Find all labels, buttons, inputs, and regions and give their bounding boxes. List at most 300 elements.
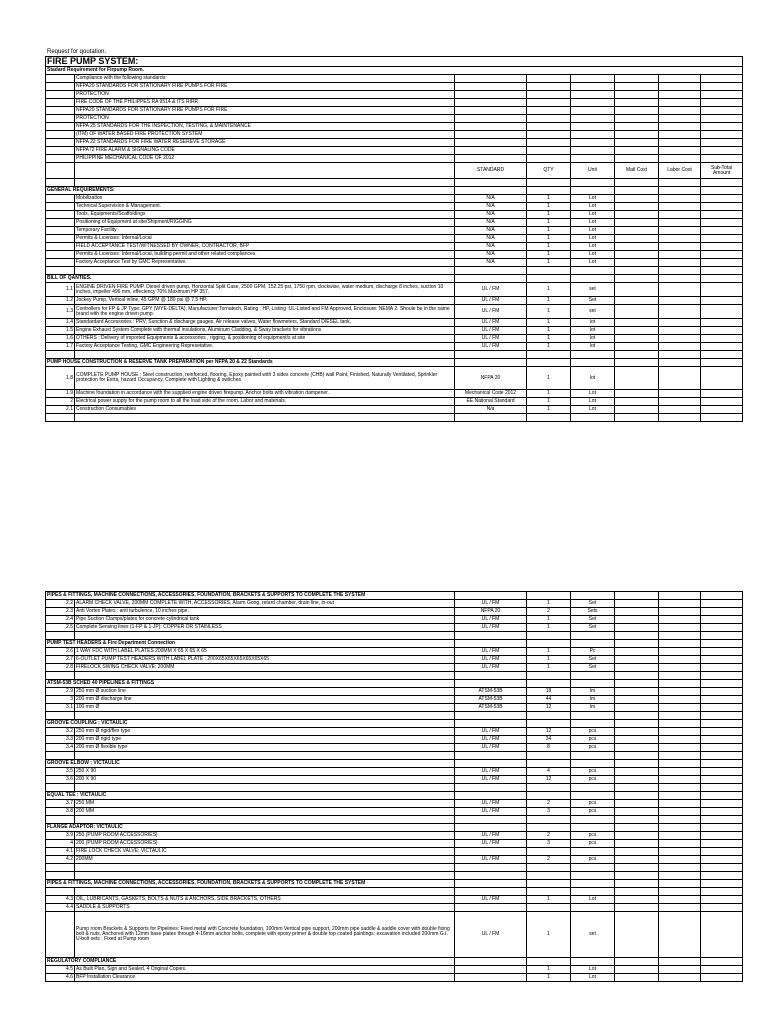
empty-cell xyxy=(615,632,659,640)
item-standard: UL / FM xyxy=(455,832,527,840)
item-qty: 1 xyxy=(527,243,571,251)
item-standard: UL / FM xyxy=(455,283,527,297)
item-unit: pcs xyxy=(571,736,615,744)
matl-cost-cell xyxy=(615,335,659,343)
empty-cell xyxy=(571,880,615,888)
item-standard: N/a xyxy=(455,406,527,414)
empty-cell xyxy=(659,83,701,91)
labor-cost-cell xyxy=(659,808,701,816)
item-description: BFP Installation Clearance xyxy=(75,974,455,982)
item-description: 200 mm Ø flexible type xyxy=(75,744,455,752)
subtotal-cell xyxy=(701,648,743,656)
empty-cell xyxy=(527,712,571,720)
item-unit: set xyxy=(571,912,615,958)
item-qty: 1 xyxy=(527,219,571,227)
labor-cost-cell xyxy=(659,704,701,712)
section-heading-row xyxy=(46,792,743,800)
empty-cell xyxy=(46,864,75,872)
item-number xyxy=(46,912,75,958)
empty-cell xyxy=(615,75,659,83)
matl-cost-cell xyxy=(615,966,659,974)
standard-text: (ITM) OF WATER BASED FIRE PROTECTION SYSTEM xyxy=(75,131,455,139)
line-item-row xyxy=(46,688,743,696)
matl-cost-cell xyxy=(615,211,659,219)
subtotal-cell xyxy=(701,406,743,414)
empty-cell xyxy=(615,155,659,163)
matl-cost-cell xyxy=(615,704,659,712)
item-description: 6-OUTLET PUMP TEST HEADERS WITH LABEL PLATE : 200X65X65X65X65X65X65 xyxy=(75,656,455,664)
item-number xyxy=(46,195,75,203)
line-item-row xyxy=(46,736,743,744)
line-item-row xyxy=(46,319,743,327)
empty-cell xyxy=(46,888,75,896)
empty-cell xyxy=(455,91,527,99)
empty-cell xyxy=(571,752,615,760)
labor-cost-cell xyxy=(659,800,701,808)
empty-cell xyxy=(527,680,571,688)
empty-cell xyxy=(46,163,75,179)
empty-cell xyxy=(701,958,743,966)
item-unit: Lot xyxy=(571,398,615,406)
item-description: 250 mm Ø suction line xyxy=(75,688,455,696)
matl-cost-cell xyxy=(615,696,659,704)
line-item-row xyxy=(46,904,743,912)
empty-cell xyxy=(571,872,615,880)
standard-text: PROTECTION xyxy=(75,115,455,123)
item-description: Electrical power supply for the pump room to all the load side of the room. Labor and materials. xyxy=(75,398,455,406)
empty-cell xyxy=(527,640,571,648)
empty-cell xyxy=(75,632,455,640)
section-heading-row xyxy=(46,720,743,728)
matl-cost-cell xyxy=(615,840,659,848)
item-unit: pcs xyxy=(571,728,615,736)
matl-cost-cell xyxy=(615,227,659,235)
empty-cell xyxy=(701,760,743,768)
item-standard: UL / FM xyxy=(455,736,527,744)
item-qty: 8 xyxy=(527,744,571,752)
matl-cost-cell xyxy=(615,195,659,203)
item-unit xyxy=(571,904,615,912)
item-qty: 1 xyxy=(527,664,571,672)
item-unit: Lot xyxy=(571,227,615,235)
item-standard: UL / FM xyxy=(455,896,527,904)
section-heading-row xyxy=(46,958,743,966)
item-qty: 2 xyxy=(527,856,571,864)
empty-cell xyxy=(615,784,659,792)
subtotal-cell xyxy=(701,367,743,390)
empty-cell xyxy=(75,712,455,720)
item-qty: 3 xyxy=(527,808,571,816)
labor-cost-cell xyxy=(659,648,701,656)
empty-cell xyxy=(527,267,571,275)
sheet-title: FIRE PUMP SYSTEM: xyxy=(46,57,743,67)
line-item-row xyxy=(46,648,743,656)
item-description: 250 (PUMP ROOM ACCESSORIES) xyxy=(75,832,455,840)
labor-cost-cell xyxy=(659,728,701,736)
empty-cell xyxy=(659,179,701,187)
item-standard: UL / FM xyxy=(455,768,527,776)
item-qty: 1 xyxy=(527,656,571,664)
subtotal-cell xyxy=(701,688,743,696)
empty-cell xyxy=(615,131,659,139)
section-heading: GROOVE ELBOW : VICTAULIC xyxy=(46,760,455,768)
item-unit: pcs xyxy=(571,856,615,864)
standard-row xyxy=(46,155,743,163)
item-description: Complete Sensing lines (1-FP & 1-JP): COPPER OR STAINLESS xyxy=(75,624,455,632)
item-unit: Pc xyxy=(571,648,615,656)
item-standard: NFPA 20 xyxy=(455,367,527,390)
item-number: 3 xyxy=(46,696,75,704)
empty-cell xyxy=(455,888,527,896)
line-item-row xyxy=(46,912,743,958)
blank-row xyxy=(46,872,743,880)
empty-cell xyxy=(659,872,701,880)
item-description: ALARM CHECK VALVE, 200MM COMPLETE WITH, ACCESSORIES, Alarm Gong, retard chamber, drain line, in-out xyxy=(75,600,455,608)
item-description: 100 mm Ø xyxy=(75,704,455,712)
matl-cost-cell xyxy=(615,800,659,808)
item-description: Temporary Facility xyxy=(75,227,455,235)
item-unit: Set xyxy=(571,600,615,608)
empty-cell xyxy=(701,816,743,824)
empty-cell xyxy=(659,107,701,115)
empty-cell xyxy=(615,720,659,728)
item-number xyxy=(46,251,75,259)
item-standard: EE National Standard xyxy=(455,398,527,406)
empty-cell xyxy=(455,351,527,359)
empty-cell xyxy=(46,632,75,640)
empty-cell xyxy=(46,139,75,147)
matl-cost-cell xyxy=(615,776,659,784)
item-number: 2.7 xyxy=(46,656,75,664)
item-description: ENGINE DRIVEN FIRE PUMP. Diesel driven pump, Horizontal Split Case, 2500 GPM, 152.25 psi, 1750 rpm, clockwise, water medium, discharge 8 inches, suction 10 inches, impeller 496 mm, effeciency 70% Maximum HP 357. xyxy=(75,283,455,297)
standard-text: NFPA20 STANDARDS FOR STATIONARY FIRE PUMPS FOR FIRE xyxy=(75,83,455,91)
item-unit: pcs xyxy=(571,800,615,808)
empty-cell xyxy=(701,99,743,107)
empty-cell xyxy=(75,864,455,872)
labor-cost-cell xyxy=(659,319,701,327)
empty-cell xyxy=(455,414,527,422)
labor-cost-cell xyxy=(659,211,701,219)
empty-cell xyxy=(615,958,659,966)
item-description: SADDLE & SUPPORTS xyxy=(75,904,455,912)
item-qty: 1 xyxy=(527,974,571,982)
line-item-row xyxy=(46,243,743,251)
subtotal-cell xyxy=(701,251,743,259)
line-item-row xyxy=(46,664,743,672)
subtotal-cell xyxy=(701,832,743,840)
empty-cell xyxy=(571,187,615,195)
subtotal-cell xyxy=(701,974,743,982)
empty-cell xyxy=(571,83,615,91)
labor-cost-cell xyxy=(659,664,701,672)
empty-cell xyxy=(701,131,743,139)
line-item-row xyxy=(46,728,743,736)
empty-cell xyxy=(571,131,615,139)
item-description: FIRELOCK SWING CHECK VALVE: 200MM xyxy=(75,664,455,672)
item-unit: Set xyxy=(571,616,615,624)
line-item-row xyxy=(46,624,743,632)
line-item-row xyxy=(46,390,743,398)
subtotal-cell xyxy=(701,704,743,712)
empty-cell xyxy=(455,179,527,187)
empty-cell xyxy=(455,784,527,792)
item-standard: UL / FM xyxy=(455,624,527,632)
empty-cell xyxy=(701,680,743,688)
quotation-sheet-part-1 xyxy=(45,56,743,422)
subtotal-cell xyxy=(701,608,743,616)
standard-row xyxy=(46,139,743,147)
standard-row xyxy=(46,91,743,99)
empty-cell xyxy=(75,414,455,422)
item-unit: Set xyxy=(571,297,615,305)
line-item-row xyxy=(46,608,743,616)
matl-cost-cell xyxy=(615,319,659,327)
item-number xyxy=(46,203,75,211)
item-unit: Lot xyxy=(571,390,615,398)
empty-cell xyxy=(701,672,743,680)
item-standard: ATSM-53B xyxy=(455,696,527,704)
item-number: 3.2 xyxy=(46,728,75,736)
item-unit: set xyxy=(571,305,615,319)
empty-cell xyxy=(571,414,615,422)
item-standard: N/A xyxy=(455,235,527,243)
empty-cell xyxy=(527,632,571,640)
item-qty: 4 xyxy=(527,768,571,776)
item-standard: UL / FM xyxy=(455,327,527,335)
matl-cost-cell xyxy=(615,343,659,351)
empty-cell xyxy=(701,123,743,131)
item-unit: Lot xyxy=(571,211,615,219)
matl-cost-cell xyxy=(615,398,659,406)
item-number xyxy=(46,227,75,235)
line-item-row xyxy=(46,600,743,608)
labor-cost-cell xyxy=(659,736,701,744)
line-item-row xyxy=(46,398,743,406)
subtotal-cell xyxy=(701,283,743,297)
empty-cell xyxy=(455,83,527,91)
empty-cell xyxy=(527,187,571,195)
item-number: 4.4 xyxy=(46,904,75,912)
item-description: Permits & Licenses: Internal/Local xyxy=(75,235,455,243)
line-item-row xyxy=(46,211,743,219)
empty-cell xyxy=(455,123,527,131)
empty-cell xyxy=(701,872,743,880)
subtotal-cell xyxy=(701,390,743,398)
subtotal-cell xyxy=(701,736,743,744)
empty-cell xyxy=(615,351,659,359)
item-qty: 1 xyxy=(527,616,571,624)
item-standard: UL / FM xyxy=(455,728,527,736)
empty-cell xyxy=(46,816,75,824)
item-unit: lot xyxy=(571,367,615,390)
empty-cell xyxy=(75,351,455,359)
empty-cell xyxy=(571,147,615,155)
matl-cost-cell xyxy=(615,896,659,904)
empty-cell xyxy=(615,115,659,123)
item-description: FIELD ACCEPTANCE TEST/WITNESSED BY OWNER, CONTRACTOR, BFP xyxy=(75,243,455,251)
line-item-row xyxy=(46,283,743,297)
item-unit: Lot xyxy=(571,235,615,243)
empty-cell xyxy=(615,864,659,872)
item-number: 2.3 xyxy=(46,608,75,616)
item-description: 1 WAY FDC WITH LABEL PLATES 200MM X 65 X 65 X 65 xyxy=(75,648,455,656)
item-description: Mobilization xyxy=(75,195,455,203)
empty-cell xyxy=(659,275,701,283)
item-standard: ATSM-53B xyxy=(455,688,527,696)
item-qty: 2 xyxy=(527,800,571,808)
empty-cell xyxy=(527,275,571,283)
item-standard: N/A xyxy=(455,259,527,267)
item-unit: Lot xyxy=(571,243,615,251)
empty-cell xyxy=(701,107,743,115)
blank-row xyxy=(46,816,743,824)
empty-cell xyxy=(455,115,527,123)
section-heading-row xyxy=(46,824,743,832)
item-standard: UL / FM xyxy=(455,912,527,958)
standard-text: NFPA 22 STANDARDS FOR FIRE WATER RESEREVE STORAGE xyxy=(75,139,455,147)
empty-cell xyxy=(46,147,75,155)
empty-cell xyxy=(75,888,455,896)
standard-row xyxy=(46,123,743,131)
line-item-row xyxy=(46,896,743,904)
blank-row xyxy=(46,179,743,187)
blank-row xyxy=(46,888,743,896)
empty-cell xyxy=(527,672,571,680)
item-unit: Lot xyxy=(571,203,615,211)
standard-text: NFPA20 STANDARDS FOR STATIONARY FIRE PUMPS FOR FIRE xyxy=(75,107,455,115)
empty-cell xyxy=(659,752,701,760)
empty-cell xyxy=(615,83,659,91)
empty-cell xyxy=(701,351,743,359)
standard-row xyxy=(46,147,743,155)
matl-cost-cell xyxy=(615,856,659,864)
item-standard: NFPA 20 xyxy=(455,608,527,616)
empty-cell xyxy=(571,107,615,115)
line-item-row xyxy=(46,327,743,335)
empty-cell xyxy=(455,760,527,768)
item-qty: 1 xyxy=(527,283,571,297)
matl-cost-cell xyxy=(615,848,659,856)
line-item-row xyxy=(46,966,743,974)
item-qty: 1 xyxy=(527,195,571,203)
empty-cell xyxy=(659,784,701,792)
item-standard xyxy=(455,966,527,974)
empty-cell xyxy=(615,187,659,195)
item-standard: UL / FM xyxy=(455,856,527,864)
labor-cost-cell xyxy=(659,840,701,848)
empty-cell xyxy=(615,752,659,760)
empty-cell xyxy=(527,888,571,896)
labor-cost-cell xyxy=(659,335,701,343)
empty-cell xyxy=(571,784,615,792)
line-item-row xyxy=(46,343,743,351)
standard-row xyxy=(46,107,743,115)
labor-cost-cell xyxy=(659,600,701,608)
empty-cell xyxy=(659,414,701,422)
matl-cost-cell xyxy=(615,912,659,958)
empty-cell xyxy=(659,632,701,640)
empty-cell xyxy=(615,179,659,187)
line-item-row xyxy=(46,227,743,235)
empty-cell xyxy=(527,179,571,187)
line-item-row xyxy=(46,776,743,784)
empty-cell xyxy=(46,179,75,187)
section-heading: ATSM-53B SCHED 40 PIPELINES & FITTINGS xyxy=(46,680,455,688)
empty-cell xyxy=(571,864,615,872)
empty-cell xyxy=(455,632,527,640)
line-item-row xyxy=(46,406,743,414)
empty-cell xyxy=(527,131,571,139)
empty-cell xyxy=(46,351,75,359)
item-qty: 1 xyxy=(527,398,571,406)
empty-cell xyxy=(659,131,701,139)
empty-cell xyxy=(455,275,527,283)
item-number: 1.9 xyxy=(46,390,75,398)
subtotal-cell xyxy=(701,624,743,632)
column-header-row xyxy=(46,163,743,179)
empty-cell xyxy=(659,359,701,367)
item-number: 3.5 xyxy=(46,768,75,776)
empty-cell xyxy=(571,760,615,768)
item-description: Jockey Pump, Vertical inline, 45 GPM @ 180 psi @ 7.5 HP. xyxy=(75,297,455,305)
item-qty: 1 xyxy=(527,600,571,608)
blank-row xyxy=(46,632,743,640)
empty-cell xyxy=(701,75,743,83)
item-qty: 1 xyxy=(527,235,571,243)
matl-cost-cell xyxy=(615,736,659,744)
empty-cell xyxy=(527,99,571,107)
empty-cell xyxy=(527,155,571,163)
item-unit: Set xyxy=(571,624,615,632)
labor-cost-cell xyxy=(659,203,701,211)
empty-cell xyxy=(659,91,701,99)
item-standard: UL / FM xyxy=(455,840,527,848)
item-standard: UL / FM xyxy=(455,648,527,656)
item-number: 2 xyxy=(46,398,75,406)
matl-cost-cell xyxy=(615,390,659,398)
empty-cell xyxy=(46,131,75,139)
line-item-row xyxy=(46,235,743,243)
empty-cell xyxy=(571,267,615,275)
empty-cell xyxy=(455,75,527,83)
item-standard: UL / FM xyxy=(455,800,527,808)
empty-cell xyxy=(455,155,527,163)
item-unit: Sets xyxy=(571,608,615,616)
labor-cost-cell xyxy=(659,297,701,305)
empty-cell xyxy=(527,592,571,600)
standard-text: FIRE CODE OF THE PHILIPPES RA 9514 & ITS RIRR xyxy=(75,99,455,107)
empty-cell xyxy=(46,91,75,99)
empty-cell xyxy=(659,139,701,147)
empty-cell xyxy=(46,107,75,115)
labor-cost-cell xyxy=(659,195,701,203)
item-description: Positioning of Equipment at site/Shipment/RIGGING xyxy=(75,219,455,227)
section-heading-row xyxy=(46,640,743,648)
empty-cell xyxy=(571,275,615,283)
empty-cell xyxy=(659,592,701,600)
empty-cell xyxy=(701,187,743,195)
line-item-row xyxy=(46,305,743,319)
item-qty: 1 xyxy=(527,335,571,343)
subtotal-cell xyxy=(701,696,743,704)
matl-cost-cell xyxy=(615,904,659,912)
item-description: Pipe Suction Clamps/plates for concrete cylindrical tank xyxy=(75,616,455,624)
item-description: 200MM xyxy=(75,856,455,864)
line-item-row xyxy=(46,974,743,982)
standard-text: Compliance with the following standards: xyxy=(75,75,455,83)
quotation-sheet-part-2 xyxy=(45,591,743,982)
labor-cost-cell xyxy=(659,398,701,406)
